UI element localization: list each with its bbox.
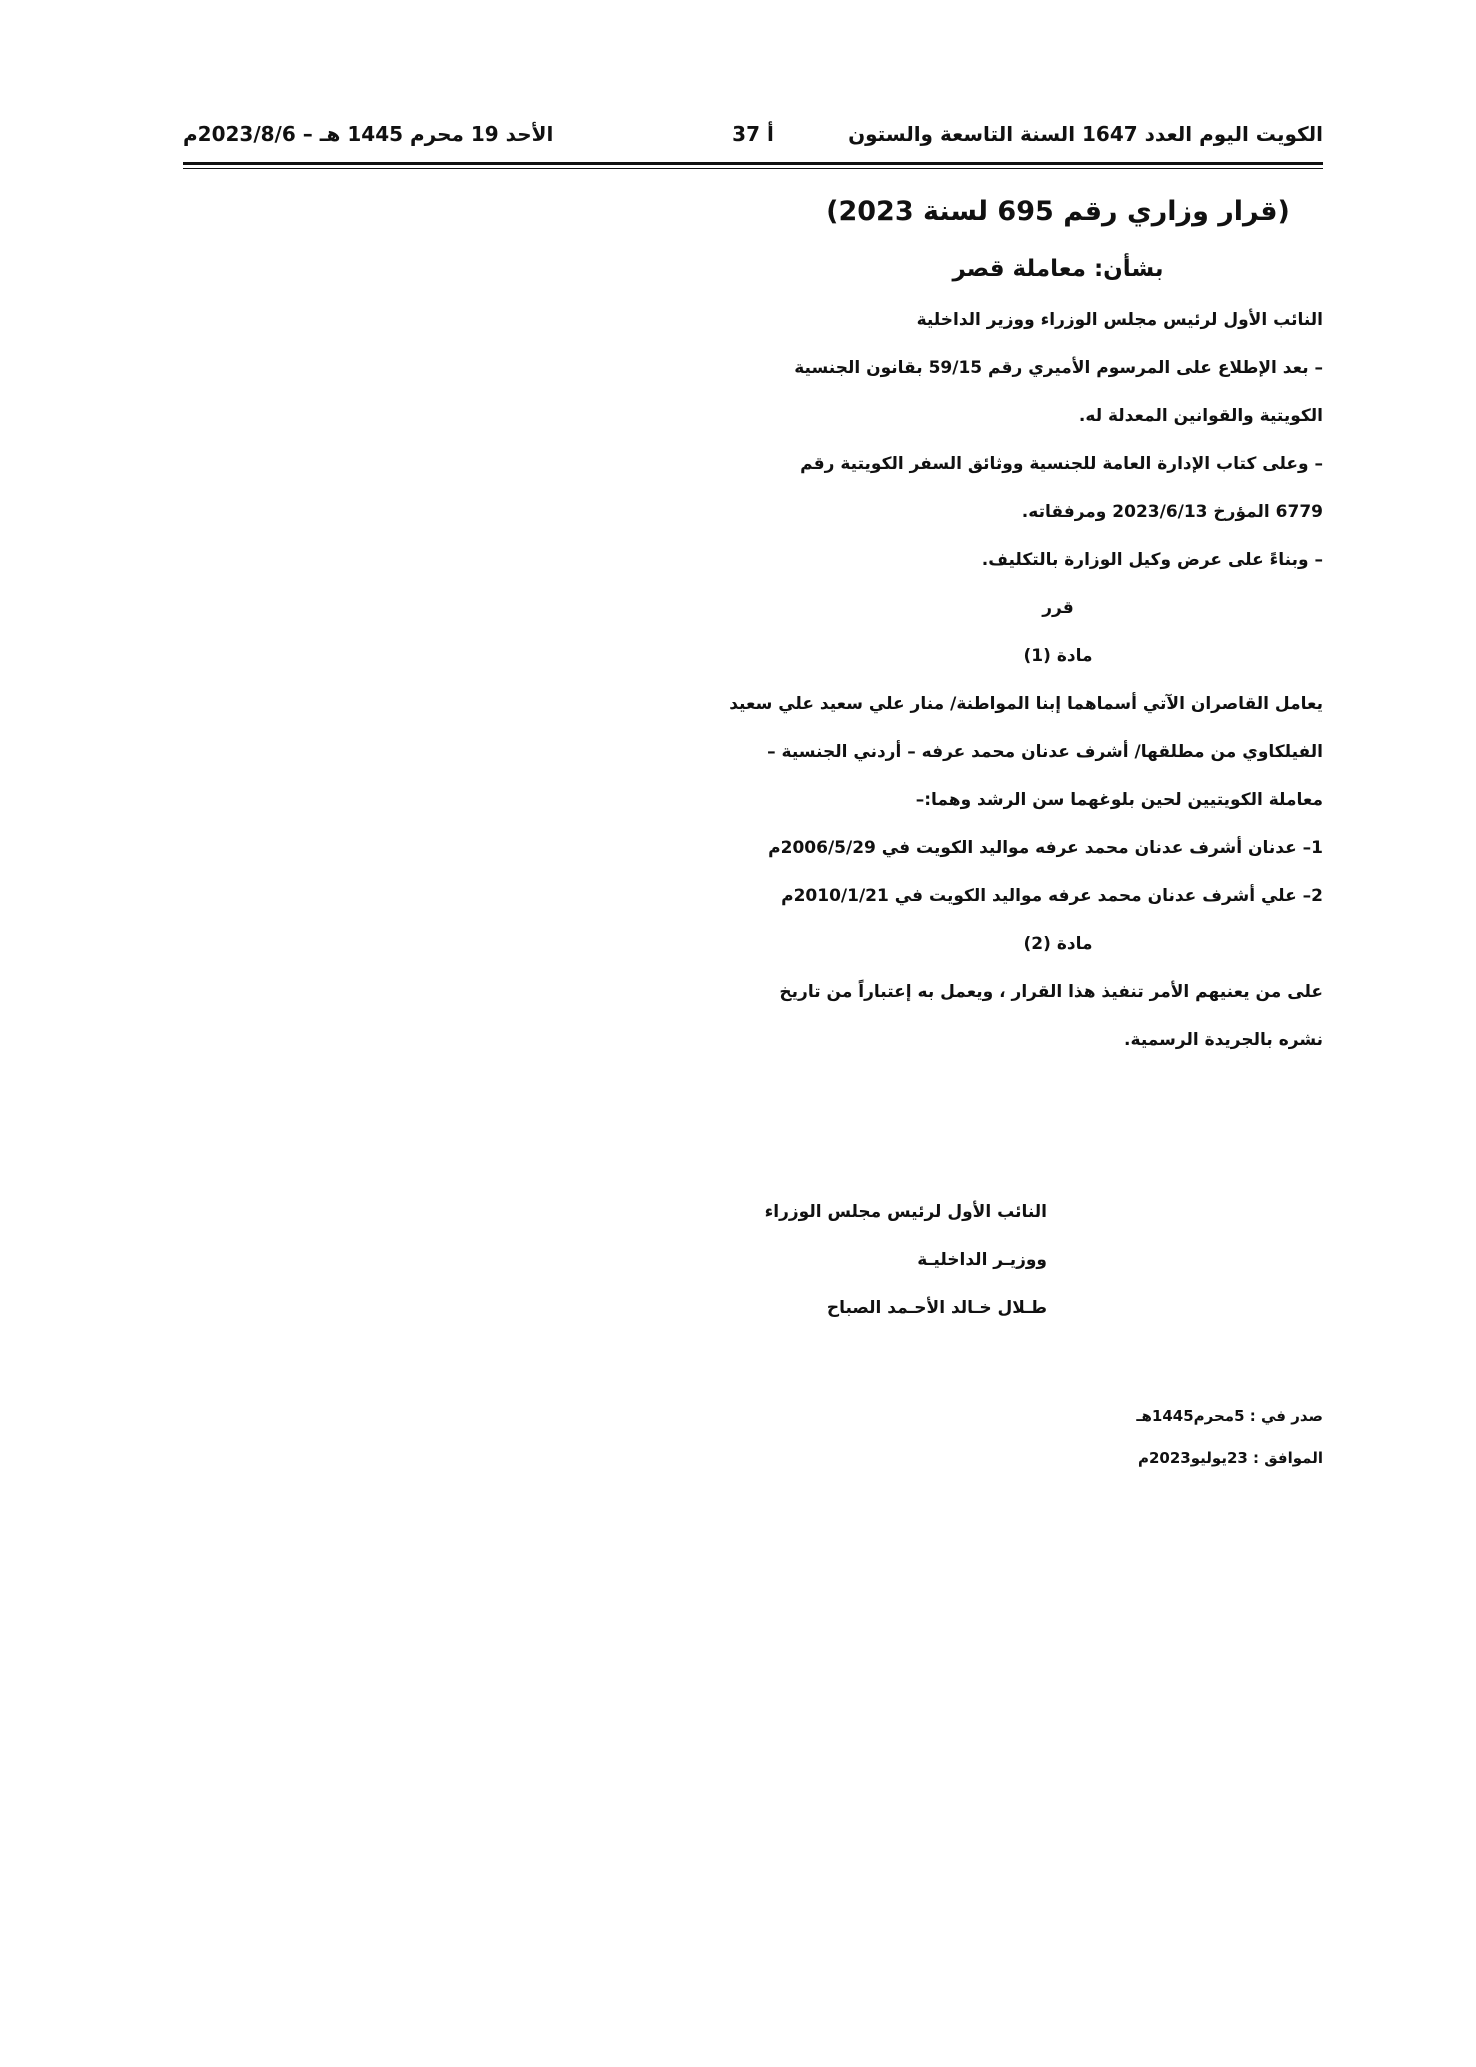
signature-ministry: ووزيـر الداخليـة <box>917 1250 1047 1270</box>
signature-block <box>727 1188 1047 1332</box>
article-1-list-item: 1– عدنان أشرف عدنان محمد عرفه مواليد الكويت في 2006/5/29م <box>768 838 1323 858</box>
header-date: الأحد 19 محرم 1445 هـ – 2023/8/6م <box>183 122 554 146</box>
header-issue-info: الكويت اليوم العدد 1647 السنة التاسعة والستون <box>848 122 1323 146</box>
preamble-line: الكويتية والقوانين المعدلة له. <box>1078 406 1323 426</box>
issued-hijri-date: صدر في : 5محرم1445هـ <box>1136 1407 1323 1425</box>
preamble-line: 6779 المؤرخ 2023/6/13 ومرفقاته. <box>1021 502 1323 522</box>
signature-title: النائب الأول لرئيس مجلس الوزراء <box>764 1202 1047 1222</box>
decree-subject: بشأن: معاملة قصر <box>952 256 1164 282</box>
signature-name: طـلال خـالد الأحـمد الصباح <box>826 1298 1047 1318</box>
issued-gregorian-date: الموافق : 23يوليو2023م <box>1138 1449 1323 1467</box>
preamble-line: – بعد الإطلاع على المرسوم الأميري رقم 59/15 بقانون الجنسية <box>794 358 1323 378</box>
article-2-line: نشره بالجريدة الرسمية. <box>1124 1030 1323 1050</box>
decree-title: (قرار وزاري رقم 695 لسنة 2023) <box>826 196 1290 227</box>
issue-date-block <box>1023 1395 1323 1479</box>
header-rule-thin <box>183 168 1323 169</box>
article-1-list-item: 2– علي أشرف عدنان محمد عرفه مواليد الكويت في 2010/1/21م <box>781 886 1323 906</box>
header-page-number: أ 37 <box>732 122 774 146</box>
preamble-line: – وبناءً على عرض وكيل الوزارة بالتكليف. <box>981 550 1323 570</box>
article-1-line: يعامل القاصران الآتي أسماهما إبنا المواطنة/ منار علي سعيد علي سعيد <box>729 694 1323 714</box>
decree-column <box>729 178 1323 1064</box>
article-1-line: الفيلكاوي من مطلقها/ أشرف عدنان محمد عرفه – أردني الجنسية – <box>767 742 1323 762</box>
preamble-line: النائب الأول لرئيس مجلس الوزراء ووزير الداخلية <box>916 310 1323 330</box>
article-2-heading: مادة (2) <box>1023 934 1093 954</box>
article-1-line: معاملة الكويتيين لحين بلوغهما سن الرشد وهما:– <box>915 790 1323 810</box>
article-1-heading: مادة (1) <box>1023 646 1093 666</box>
header-rule-thick <box>183 162 1323 165</box>
page-header <box>183 122 1323 152</box>
preamble-line: – وعلى كتاب الإدارة العامة للجنسية ووثائق السفر الكويتية رقم <box>800 454 1323 474</box>
decided-heading: قرر <box>1042 598 1074 618</box>
article-2-line: على من يعنيهم الأمر تنفيذ هذا القرار ، ويعمل به إعتباراً من تاريخ <box>779 982 1323 1002</box>
